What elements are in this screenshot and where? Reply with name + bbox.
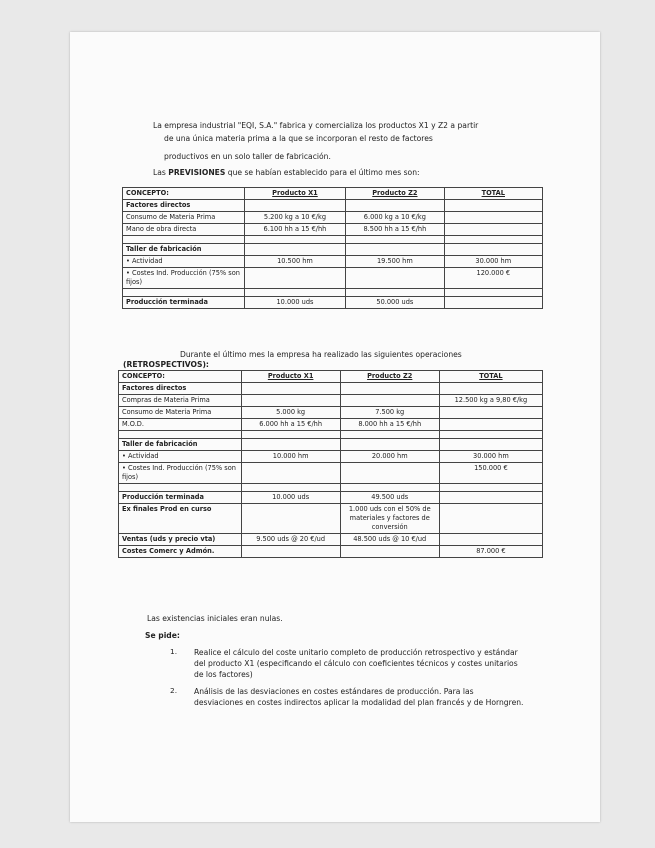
intro-line-4 bbox=[153, 167, 558, 178]
table-row bbox=[123, 224, 543, 236]
cell-z2 bbox=[346, 236, 444, 244]
table-row bbox=[123, 297, 543, 309]
cell-total: 150.000 € bbox=[439, 463, 542, 484]
cell-concept: Factores directos bbox=[119, 383, 242, 395]
cell-x1: 5.000 kg bbox=[241, 407, 340, 419]
table-row bbox=[119, 439, 543, 451]
cell-concept: Producción terminada bbox=[119, 492, 242, 504]
cell-z2: 50.000 uds bbox=[346, 297, 444, 309]
cell-x1 bbox=[244, 200, 345, 212]
cell-x1 bbox=[241, 439, 340, 451]
cell-total bbox=[439, 431, 542, 439]
intro-line-3: productivos en un solo taller de fabricación. bbox=[164, 152, 331, 161]
cell-x1 bbox=[244, 236, 345, 244]
cell-total bbox=[439, 419, 542, 431]
cell-z2 bbox=[340, 383, 439, 395]
cell-concept: Factores directos bbox=[123, 200, 245, 212]
cell-concept: Compras de Materia Prima bbox=[119, 395, 242, 407]
table-row bbox=[119, 451, 543, 463]
cell-z2: 20.000 hm bbox=[340, 451, 439, 463]
cell-concept bbox=[119, 431, 242, 439]
cell-z2 bbox=[340, 431, 439, 439]
cell-concept: Producción terminada bbox=[123, 297, 245, 309]
cell-x1: 10.000 hm bbox=[241, 451, 340, 463]
question-text: Análisis de las desviaciones en costes estándares de producción. Para las desviaciones en costes indirectos aplicar la modalidad del plan francés y de Horngren. bbox=[194, 687, 524, 707]
cell-total bbox=[439, 439, 542, 451]
cell-concept: M.O.D. bbox=[119, 419, 242, 431]
table-row bbox=[123, 268, 543, 289]
cell-z2 bbox=[340, 395, 439, 407]
cell-z2: 8.500 hh a 15 €/hh bbox=[346, 224, 444, 236]
cell-x1 bbox=[241, 463, 340, 484]
cell-x1 bbox=[241, 484, 340, 492]
cell-z2 bbox=[340, 546, 439, 558]
cell-x1 bbox=[244, 289, 345, 297]
cell-concept: Ventas (uds y precio vta) bbox=[119, 534, 242, 546]
cell-x1: 10.500 hm bbox=[244, 256, 345, 268]
cell-x1 bbox=[244, 268, 345, 289]
cell-concept: Consumo de Materia Prima bbox=[119, 407, 242, 419]
cell-total: 87.000 € bbox=[439, 546, 542, 558]
question-text: Realice el cálculo del coste unitario completo de producción retrospectivo y estándar del producto X1 (especificando el cálculo con coeficientes técnicos y costes unitarios de los factores) bbox=[194, 648, 518, 679]
intro-line-4-c: que se habían establecido para el último mes son: bbox=[225, 168, 420, 177]
retrospectivos-intro: Durante el último mes la empresa ha realizado las siguientes operaciones bbox=[180, 350, 462, 359]
cell-total bbox=[444, 297, 542, 309]
cell-total bbox=[444, 224, 542, 236]
cell-concept bbox=[123, 236, 245, 244]
document-page bbox=[70, 32, 600, 822]
header-total: TOTAL bbox=[444, 188, 542, 200]
cell-concept: Taller de fabricación bbox=[123, 244, 245, 256]
cell-concept: Consumo de Materia Prima bbox=[123, 212, 245, 224]
cell-total bbox=[439, 484, 542, 492]
cell-z2: 19.500 hm bbox=[346, 256, 444, 268]
cell-x1: 5.200 kg a 10 €/kg bbox=[244, 212, 345, 224]
cell-concept: • Actividad bbox=[119, 451, 242, 463]
cell-x1 bbox=[241, 395, 340, 407]
initial-stock-note: Las existencias iniciales eran nulas. bbox=[147, 614, 283, 623]
cell-z2 bbox=[346, 244, 444, 256]
table-row bbox=[123, 200, 543, 212]
cell-total bbox=[444, 289, 542, 297]
table-row bbox=[119, 383, 543, 395]
header-concepto: CONCEPTO: bbox=[123, 188, 245, 200]
table-header-row bbox=[123, 188, 543, 200]
cell-concept: • Costes Ind. Producción (75% son fijos) bbox=[123, 268, 245, 289]
cell-z2: 48.500 uds @ 10 €/ud bbox=[340, 534, 439, 546]
cell-total bbox=[444, 200, 542, 212]
cell-total: 30.000 hm bbox=[439, 451, 542, 463]
cell-concept bbox=[119, 484, 242, 492]
header-concepto: CONCEPTO: bbox=[119, 371, 242, 383]
table-row bbox=[119, 431, 543, 439]
cell-total bbox=[444, 244, 542, 256]
cell-concept: Ex finales Prod en curso bbox=[119, 504, 242, 534]
table-row bbox=[123, 212, 543, 224]
cell-z2 bbox=[340, 463, 439, 484]
table-row bbox=[119, 395, 543, 407]
cell-x1 bbox=[241, 431, 340, 439]
intro-line-4-a: Las bbox=[153, 168, 169, 177]
table-row bbox=[123, 256, 543, 268]
cell-concept bbox=[123, 289, 245, 297]
cell-x1 bbox=[244, 244, 345, 256]
table-row bbox=[119, 407, 543, 419]
cell-z2: 8.000 hh a 15 €/hh bbox=[340, 419, 439, 431]
header-producto-z2: Producto Z2 bbox=[346, 188, 444, 200]
table-row bbox=[119, 484, 543, 492]
cell-concept: Taller de fabricación bbox=[119, 439, 242, 451]
cell-x1: 9.500 uds @ 20 €/ud bbox=[241, 534, 340, 546]
cell-x1 bbox=[241, 546, 340, 558]
cell-z2: 7.500 kg bbox=[340, 407, 439, 419]
cell-z2: 1.000 uds con el 50% de materiales y factores de conversión bbox=[340, 504, 439, 534]
cell-total bbox=[439, 407, 542, 419]
cell-z2 bbox=[346, 289, 444, 297]
table-row bbox=[119, 463, 543, 484]
header-total: TOTAL bbox=[439, 371, 542, 383]
table-row bbox=[119, 546, 543, 558]
question-number: 1. bbox=[170, 647, 178, 656]
cell-total: 120.000 € bbox=[444, 268, 542, 289]
intro-line-2: de una única materia prima a la que se incorporan el resto de factores bbox=[164, 134, 433, 143]
cell-total bbox=[439, 534, 542, 546]
cell-total: 12.500 kg a 9,80 €/kg bbox=[439, 395, 542, 407]
cell-z2 bbox=[346, 200, 444, 212]
cell-x1 bbox=[241, 383, 340, 395]
cell-z2: 49.500 uds bbox=[340, 492, 439, 504]
cell-x1: 6.100 hh a 15 €/hh bbox=[244, 224, 345, 236]
cell-x1: 10.000 uds bbox=[241, 492, 340, 504]
table-row bbox=[119, 492, 543, 504]
table-row bbox=[123, 236, 543, 244]
cell-z2 bbox=[340, 439, 439, 451]
retrospectivos-label: (RETROSPECTIVOS): bbox=[123, 360, 209, 369]
cell-concept: Mano de obra directa bbox=[123, 224, 245, 236]
cell-total bbox=[439, 492, 542, 504]
cell-total bbox=[439, 383, 542, 395]
cell-z2: 6.000 kg a 10 €/kg bbox=[346, 212, 444, 224]
se-pide-heading: Se pide: bbox=[145, 631, 180, 640]
table-header-row bbox=[119, 371, 543, 383]
question-number: 2. bbox=[170, 686, 178, 695]
cell-x1: 6.000 hh a 15 €/hh bbox=[241, 419, 340, 431]
cell-total bbox=[444, 212, 542, 224]
cell-concept: • Actividad bbox=[123, 256, 245, 268]
table-row bbox=[119, 419, 543, 431]
cell-total bbox=[439, 504, 542, 534]
table-row bbox=[119, 504, 543, 534]
cell-x1 bbox=[241, 504, 340, 534]
header-producto-x1: Producto X1 bbox=[241, 371, 340, 383]
cell-total: 30.000 hm bbox=[444, 256, 542, 268]
header-producto-z2: Producto Z2 bbox=[340, 371, 439, 383]
previsiones-table bbox=[122, 187, 543, 309]
cell-concept: Costes Comerc y Admón. bbox=[119, 546, 242, 558]
header-producto-x1: Producto X1 bbox=[244, 188, 345, 200]
cell-concept: • Costes Ind. Producción (75% son fijos) bbox=[119, 463, 242, 484]
cell-z2 bbox=[346, 268, 444, 289]
table-row bbox=[119, 534, 543, 546]
previsiones-label: PREVISIONES bbox=[168, 168, 226, 177]
cell-z2 bbox=[340, 484, 439, 492]
table-row bbox=[123, 244, 543, 256]
cell-x1: 10.000 uds bbox=[244, 297, 345, 309]
retrospectivos-table bbox=[118, 370, 543, 558]
intro-line-1: La empresa industrial "EQI, S.A." fabrica y comercializa los productos X1 y Z2 a partir bbox=[153, 121, 479, 130]
cell-total bbox=[444, 236, 542, 244]
table-row bbox=[123, 289, 543, 297]
